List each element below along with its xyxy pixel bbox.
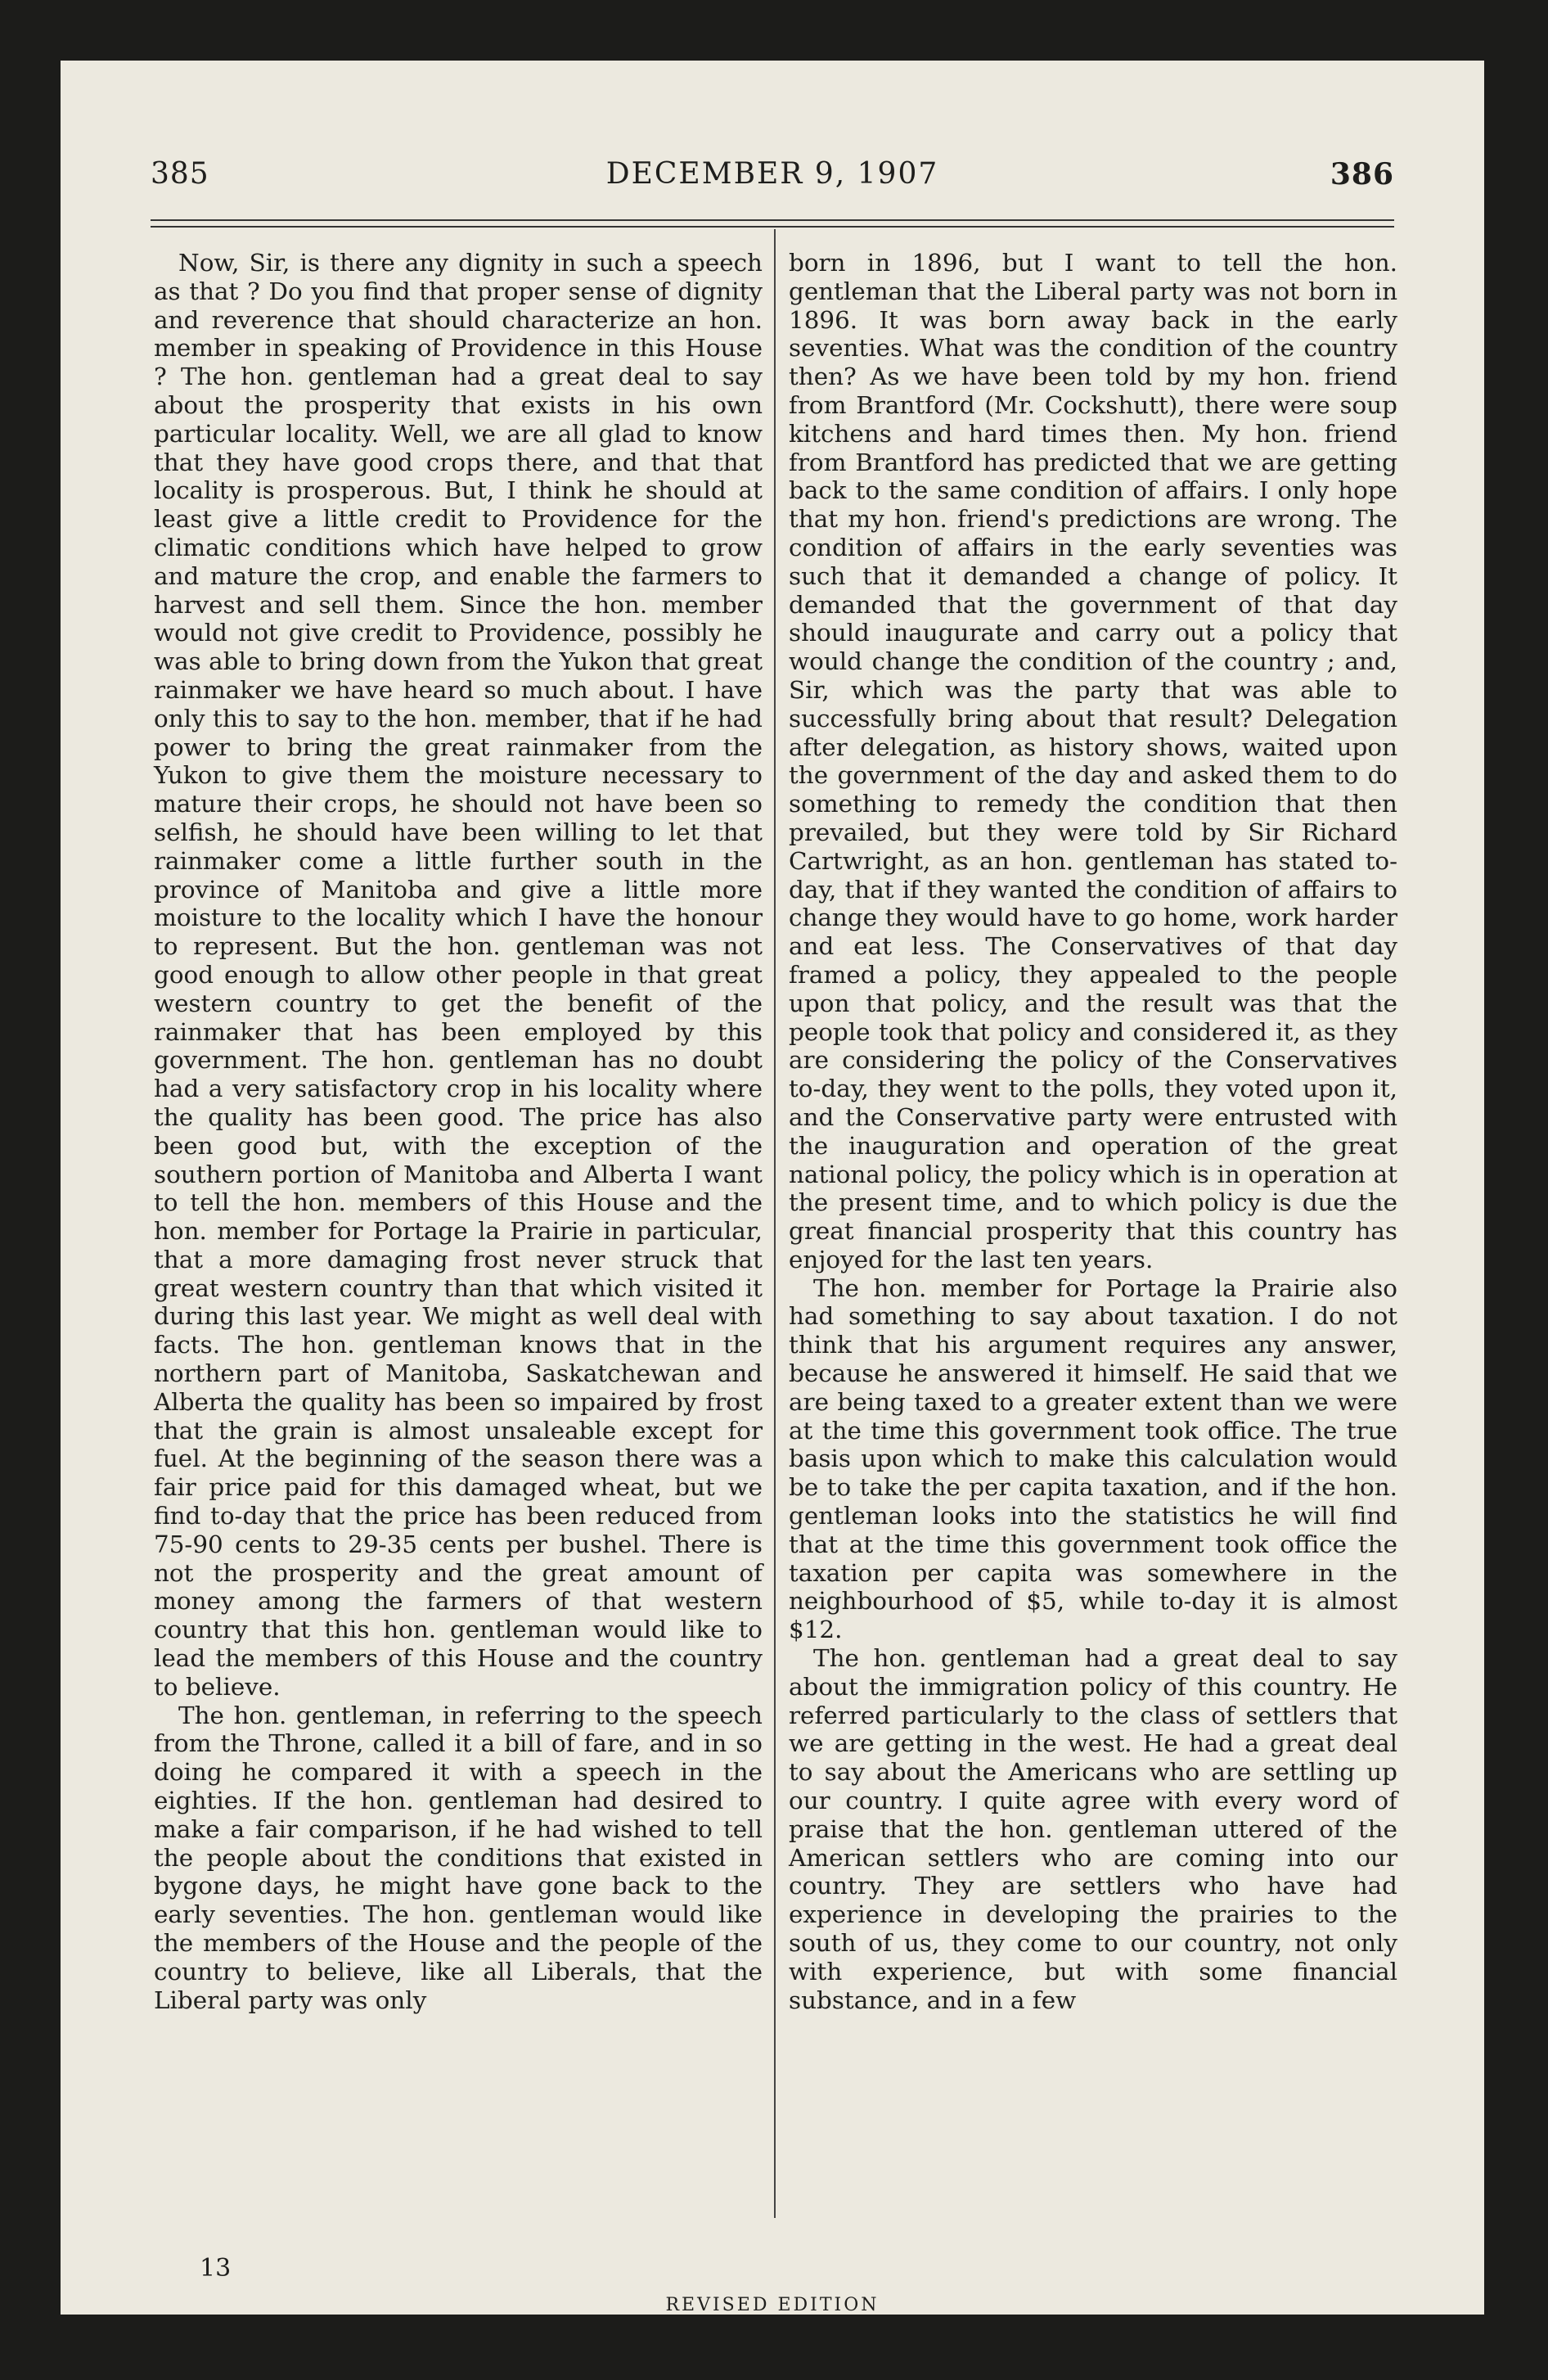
- column-divider: [774, 229, 776, 2218]
- paragraph: The hon. gentleman had a great deal to say about the immigration policy of this country. He referred particularly to the class of settlers that we are getting in the west. He had a great deal to say about the Americans who are settling up our country. I quite agree with every word of praise that the hon. gentleman uttered of the American settlers who are coming into our country. They are settlers who have had experience in developing the prairies to the south of us, they come to our country, not only with experience, but with some financial substance, and in a few: [789, 1644, 1397, 2014]
- left-page-number: 385: [151, 157, 209, 191]
- paragraph: The hon. member for Portage la Prairie also had something to say about taxation. I do not think that his argument requires any answer, because he answered it himself. He said that we are being taxed to a greater extent than we were at the time this government took office. The true basis upon which to make this calculation would be to take the per capita taxation, and if the hon. gentleman looks into the statistics he will find that at the time this government took office the taxation per capita was somewhere in the neighbourhood of $5, while to-day it is almost $12.: [789, 1273, 1397, 1644]
- left-column: [154, 249, 763, 2014]
- header-rule-top: [151, 219, 1394, 221]
- running-header: [151, 157, 1394, 206]
- edition-footer: REVISED EDITION: [665, 2295, 880, 2315]
- paragraph: born in 1896, but I want to tell the hon. gentleman that the Liberal party was not born in 1896. It was born away back in the early seventies. What was the condition of the country then? As we have been told by my hon. friend from Brantford (Mr. Cockshutt), there were soup kitchens and hard times then. My hon. friend from Brantford has predicted that we are getting back to the same condition of affairs. I only hope that my hon. friend's predictions are wrong. The condition of affairs in the early seventies was such that it demanded a change of policy. It demanded that the government of that day should inaugurate and carry out a policy that would change the condition of the country ; and, Sir, which was the party that was able to successfully bring about that result? Delegation after delegation, as history shows, waited upon the government of the day and asked them to do something to remedy the condition that then prevailed, but they were told by Sir Richard Cartwright, as an hon. gentleman has stated to-day, that if they wanted the condition of affairs to change they would have to go home, work harder and eat less. The Conservatives of that day framed a policy, they appealed to the people upon that policy, and the result was that the people took that policy and considered it, as they are considering the policy of the Conservatives to-day, they went to the polls, they voted upon it, and the Conservative party were entrusted with the inauguration and operation of the great national policy, the policy which is in operation at the present time, and to which policy is due the great financial prosperity that this country has enjoyed for the last ten years.: [789, 249, 1397, 1273]
- right-page-number: 386: [1330, 157, 1394, 192]
- paragraph: The hon. gentleman, in referring to the speech from the Throne, called it a bill of fare, and in so doing he compared it with a speech in the eighties. If the hon. gentleman had desired to make a fair comparison, if he had wished to tell the people about the conditions that existed in bygone days, he might have gone back to the early seventies. The hon. gentleman would like the members of the House and the people of the country to believe, like all Liberals, that the Liberal party was only: [154, 1701, 763, 2014]
- paragraph: Now, Sir, is there any dignity in such a speech as that ? Do you find that proper sense of dignity and reverence that should characterize an hon. member in speaking of Providence in this House ? The hon. gentleman had a great deal to say about the prosperity that exists in his own particular locality. Well, we are all glad to know that they have good crops there, and that that locality is prosperous. But, I think he should at least give a little credit to Providence for the climatic conditions which have helped to grow and mature the crop, and enable the farmers to harvest and sell them. Since the hon. member would not give credit to Providence, possibly he was able to bring down from the Yukon that great rainmaker we have heard so much about. I have only this to say to the hon. member, that if he had power to bring the great rainmaker from the Yukon to give them the moisture necessary to mature their crops, he should not have been so selfish, he should have been willing to let that rainmaker come a little further south in the province of Manitoba and give a little more moisture to the locality which I have the honour to represent. But the hon. gentleman was not good enough to allow other people in that great western country to get the benefit of the rainmaker that has been employed by this government. The hon. gentleman has no doubt had a very satisfactory crop in his locality where the quality has been good. The price has also been good but, with the exception of the southern portion of Manitoba and Alberta I want to tell the hon. members of this House and the hon. member for Portage la Prairie in particular, that a more damaging frost never struck that great western country than that which visited it during this last year. We might as well deal with facts. The hon. gentleman knows that in the northern part of Manitoba, Saskatchewan and Alberta the quality has been so impaired by frost that the grain is almost unsaleable except for fuel. At the beginning of the season there was a fair price paid for this damaged wheat, but we find to-day that the price has been reduced from 75-90 cents to 29-35 cents per bushel. There is not the prosperity and the great amount of money among the farmers of that western country that this hon. gentleman would like to lead the members of this House and the country to believe.: [154, 249, 763, 1701]
- hansard-page: [61, 61, 1484, 2315]
- signature-mark: 13: [200, 2254, 232, 2283]
- right-column: [789, 249, 1397, 2014]
- header-rule-bottom: [151, 226, 1394, 228]
- header-date: DECEMBER 9, 1907: [605, 157, 939, 191]
